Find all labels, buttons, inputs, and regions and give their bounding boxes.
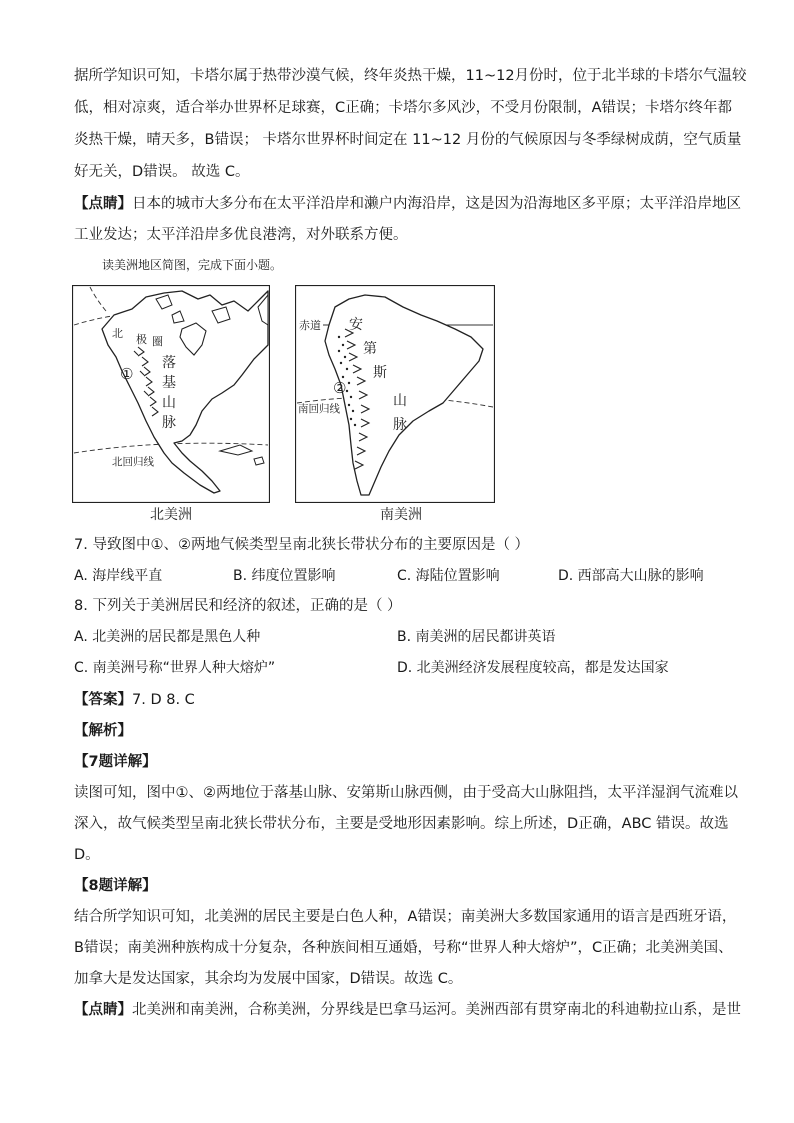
q8-option-b: B. 南美洲的居民都讲英语 (397, 629, 556, 645)
analysis-line-4: 好无关，D错误。 故选 C。 (74, 164, 250, 180)
q7-option-d: D. 西部高大山脉的影响 (558, 568, 704, 584)
andes-label-3: 斯 (373, 365, 387, 381)
q8-detail-line-3: 加拿大是发达国家，其余均为发展中国家，D错误。故选 C。 (74, 971, 463, 987)
q7-detail-label: 【7题详解】 (74, 754, 157, 770)
q7-detail-line-1: 读图可知，图中①、②两地位于落基山脉、安第斯山脉西侧，由于受高大山脉阻挡，太平洋湿润气流难以 (74, 785, 738, 801)
q8-option-d: D. 北美洲经济发展程度较高，都是发达国家 (397, 660, 669, 676)
analysis-line-2: 低，相对凉爽，适合举办世界杯足球赛，C正确；卡塔尔多风沙，不受月份限制，A错误；卡塔尔终年都 (74, 100, 733, 116)
q8-detail-line-2: B错误；南美洲种族构成十分复杂，各种族间相互通婚，号称“世界人种大熔炉”，C正确；北美洲美国、 (74, 940, 733, 956)
q7-option-c: C. 海陆位置影响 (397, 568, 500, 584)
q8-detail-label: 【8题详解】 (74, 878, 157, 894)
arctic-label-1: 北 (112, 327, 123, 340)
answer-text: 7. D 8. C (132, 692, 195, 708)
marker-1: ① (120, 365, 134, 383)
answer-label: 【答案】 (74, 692, 132, 708)
rocky-label-4: 脉 (162, 415, 176, 431)
dianjing-label: 【点睛】 (74, 196, 132, 212)
andes-label-1: 安 (349, 317, 363, 333)
dianjing-2-line-1: 【点睛】北美洲和南美洲，合称美洲，分界线是巴拿马运河。美洲西部有贯穿南北的科迪勒拉山系，是世 (74, 1002, 741, 1018)
q7-detail-line-2: 深入，故气候类型呈南北狭长带状分布，主要是受地形因素影响。综上所述，D正确，ABC 错误。故选 (74, 816, 729, 832)
dianjing-1-line-1: 【点睛】日本的城市大多分布在太平洋沿岸和濑户内海沿岸，这是因为沿海地区多平原；太平洋沿岸地区 (74, 196, 741, 212)
north-america-caption: 北美洲 (150, 507, 192, 523)
tropic-cancer-label: 北回归线 (112, 456, 154, 468)
q7-detail-line-3: D。 (74, 847, 100, 863)
analysis-line-3: 炎热干燥，晴天多，B错误； 卡塔尔世界杯时间定在 11~12 月份的气候原因与冬季绿树成荫，空气质量 (74, 132, 742, 148)
rocky-label-2: 基 (162, 375, 176, 391)
q8-detail-line-1: 结合所学知识可知，北美洲的居民主要是白色人种，A错误；南美洲大多数国家通用的语言是西班牙语， (74, 909, 737, 925)
arctic-label-3: 圈 (152, 335, 163, 348)
q7-option-b: B. 纬度位置影响 (233, 568, 336, 584)
south-america-map (295, 285, 495, 503)
tropic-capricorn-label: 南回归线 (298, 403, 340, 415)
andes-label-4: 山 (393, 393, 407, 409)
marker-2: ② (333, 379, 347, 397)
q7-stem: 7. 导致图中①、②两地气候类型呈南北狭长带状分布的主要原因是（ ） (74, 537, 530, 553)
dianjing-1-line-2: 工业发达；太平洋沿岸多优良港湾，对外联系方便。 (74, 227, 408, 243)
jiexi-label: 【解析】 (74, 723, 132, 739)
answer-line (74, 690, 195, 710)
rocky-label-3: 山 (162, 395, 176, 411)
q7-option-a: A. 海岸线平直 (74, 568, 163, 584)
arctic-label-2: 极 (136, 333, 147, 346)
rocky-label-1: 落 (162, 355, 176, 371)
analysis-line-1: 据所学知识可知，卡塔尔属于热带沙漠气候，终年炎热干燥，11~12月份时，位于北半球的卡塔尔气温较 (74, 68, 747, 84)
q8-option-a: A. 北美洲的居民都是黑色人种 (74, 629, 261, 645)
map-intro: 读美洲地区简图，完成下面小题。 (102, 258, 283, 272)
q8-stem: 8. 下列关于美洲居民和经济的叙述，正确的是（ ） (74, 598, 402, 614)
equator-label: 赤道 (299, 319, 321, 332)
andes-label-5: 脉 (393, 417, 407, 433)
north-america-map (72, 285, 270, 503)
andes-label-2: 第 (363, 341, 377, 357)
south-america-caption: 南美洲 (380, 507, 422, 523)
q8-option-c: C. 南美洲号称“世界人种大熔炉” (74, 660, 276, 676)
dianjing-2-label: 【点睛】 (74, 1002, 132, 1018)
